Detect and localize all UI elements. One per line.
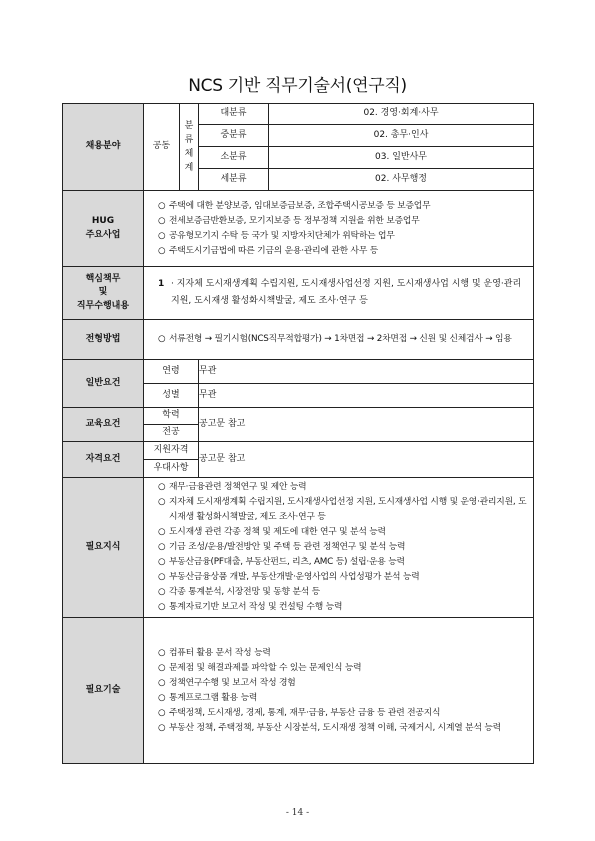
- classification-system-char: 류: [184, 135, 194, 145]
- hug-business-item-text: 공유형모기지 수탁 등 국가 및 지방자치단체가 위탁하는 업무: [169, 230, 395, 241]
- age-value: 무관: [199, 360, 534, 384]
- bullet: ○: [158, 497, 166, 507]
- duty-number: 1: [158, 279, 165, 289]
- gender-label: 성별: [144, 384, 199, 408]
- hug-business-header: HUG 주요사업: [63, 191, 144, 267]
- hug-business-item: [158, 214, 527, 229]
- skill-item: [158, 661, 527, 676]
- bullet: ○: [158, 602, 166, 612]
- classification-system-label: [180, 104, 199, 191]
- bullet: ○: [158, 230, 166, 241]
- skill-item-text: 부동산 정책, 주택정책, 부동산 시장분석, 도시재생 정책 이해, 국제거시, 시계열 분석 능력: [169, 722, 501, 733]
- hug-business-item: [158, 229, 527, 244]
- duty-text: · 지자체 도시재생계획 수립지원, 도시재생사업선정 지원, 도시재생사업 시행 및 운영·관리지원, 도시재생 활성화시책발굴, 제도 조사·연구 등: [171, 279, 522, 306]
- classification-system-char: 분: [184, 121, 194, 131]
- bullet: ○: [158, 334, 166, 344]
- skill-item-text: 주택정책, 도시재생, 경제, 통계, 재무·금융, 부동산 금융 등 관련 전공지식: [169, 707, 441, 718]
- bullet: ○: [158, 542, 166, 552]
- selection-method-text: 서류전형 → 필기시험(NCS직무적합평가) → 1차면접 → 2차면접 → 신원 및 신체검사 → 임용: [169, 334, 512, 344]
- document-title: NCS 기반 직무기술서(연구직): [188, 76, 407, 96]
- bullet: ○: [158, 722, 166, 733]
- skill-item-text: 통계프로그램 활용 능력: [169, 692, 258, 703]
- academic-background-label: 학력: [144, 408, 199, 425]
- hug-business-item-text: 전세보증금반환보증, 모기지보증 등 정부정책 지원을 위한 보증업무: [169, 215, 420, 226]
- required-knowledge-list: [144, 478, 534, 618]
- bullet: ○: [158, 572, 166, 582]
- major-category-label: 대분류: [199, 104, 269, 125]
- bullet: ○: [158, 245, 166, 256]
- major-category-value: 02. 경영·회계·사무: [269, 104, 534, 125]
- required-knowledge-header: 필요지식: [63, 478, 144, 618]
- recruitment-field-value: 공동: [144, 104, 180, 191]
- bullet: ○: [158, 692, 166, 703]
- sub-category-value: 02. 사무행정: [269, 169, 534, 191]
- selection-method-header: 전형방법: [63, 320, 144, 360]
- knowledge-item-text: 지자체 도시재생계획 수립지원, 도시재생사업선정 지원, 도시재생사업 시행 및 운영·관리지원, 도시재생 활성화시책발굴, 제도 조사·연구 등: [169, 497, 527, 522]
- knowledge-item: [158, 480, 527, 495]
- hug-business-item-text: 주택에 대한 분양보증, 임대보증금보증, 조합주택시공보증 등 보증업무: [169, 200, 431, 211]
- classification-system-char: 체: [184, 149, 194, 159]
- age-label: 연령: [144, 360, 199, 384]
- minor-category-value: 03. 일반사무: [269, 147, 534, 169]
- skill-item-text: 정책연구수행 및 보고서 작성 경험: [169, 677, 296, 688]
- knowledge-item-text: 각종 통계분석, 시장전망 및 동향 분석 등: [169, 587, 320, 597]
- knowledge-item: [158, 540, 527, 555]
- bullet: ○: [158, 662, 166, 673]
- bullet: ○: [158, 677, 166, 688]
- page-number: - 14 -: [285, 808, 310, 818]
- bullet: ○: [158, 647, 166, 658]
- skill-item: [158, 721, 527, 736]
- knowledge-item-text: 기금 조성/운용/발전방안 및 주택 등 관련 정책연구 및 분석 능력: [169, 542, 406, 552]
- knowledge-item: [158, 585, 527, 600]
- knowledge-item-text: 부동산금융상품 개발, 부동산개발·운영사업의 사업성평가 분석 능력: [169, 572, 420, 582]
- knowledge-item: [158, 525, 527, 540]
- hug-business-list: [144, 191, 534, 267]
- skill-item: [158, 706, 527, 721]
- bullet: ○: [158, 215, 166, 226]
- knowledge-item-text: 부동산금융(PF대출, 부동산펀드, 리츠, AMC 등) 설립·운용 능력: [169, 557, 405, 567]
- hug-business-item: [158, 244, 527, 259]
- knowledge-item: [158, 495, 527, 525]
- knowledge-item-text: 도시재생 관련 각종 정책 및 제도에 대한 연구 및 분석 능력: [169, 527, 386, 537]
- knowledge-item: [158, 600, 527, 615]
- required-skills-list: [144, 618, 534, 764]
- classification-system-char: 계: [184, 163, 194, 173]
- bullet: ○: [158, 557, 166, 567]
- qualification-requirements-value: 공고문 참고: [199, 442, 534, 478]
- required-skills-header: 필요기술: [63, 618, 144, 764]
- bullet: ○: [158, 482, 166, 492]
- bullet: ○: [158, 527, 166, 537]
- education-requirements-header: 교육요건: [63, 408, 144, 442]
- core-duty-header: 핵심책무 및 직무수행내용: [63, 267, 144, 320]
- bullet: ○: [158, 200, 166, 211]
- bullet: ○: [158, 587, 166, 597]
- middle-category-label: 중분류: [199, 125, 269, 147]
- knowledge-item-text: 통계자료기반 보고서 작성 및 컨설팅 수행 능력: [169, 602, 343, 612]
- hug-business-item: [158, 199, 527, 214]
- middle-category-value: 02. 총무·인사: [269, 125, 534, 147]
- job-description-table: [62, 103, 534, 764]
- recruitment-field-header: 채용분야: [63, 104, 144, 191]
- sub-category-label: 세분류: [199, 169, 269, 191]
- major-label: 전공: [144, 425, 199, 442]
- preferred-qualifications-label: 우대사항: [144, 460, 199, 478]
- minor-category-label: 소분류: [199, 147, 269, 169]
- eligibility-label: 지원자격: [144, 442, 199, 460]
- skill-item-text: 컴퓨터 활용 문서 작성 능력: [169, 647, 271, 658]
- skill-item-text: 문제점 및 해결과제를 파악할 수 있는 문제인식 능력: [169, 662, 362, 673]
- skill-item: [158, 676, 527, 691]
- knowledge-item: [158, 555, 527, 570]
- selection-method-content: [144, 320, 534, 360]
- knowledge-item: [158, 570, 527, 585]
- education-requirements-value: 공고문 참고: [199, 408, 534, 442]
- bullet: ○: [158, 707, 166, 718]
- general-requirements-header: 일반요건: [63, 360, 144, 408]
- knowledge-item-text: 재무·금융관련 정책연구 및 제안 능력: [169, 482, 307, 492]
- skill-item: [158, 646, 527, 661]
- qualification-requirements-header: 자격요건: [63, 442, 144, 478]
- hug-business-item-text: 주택도시기금법에 따른 기금의 운용·관리에 관한 사무 등: [169, 245, 379, 256]
- skill-item: [158, 691, 527, 706]
- gender-value: 무관: [199, 384, 534, 408]
- core-duty-content: [144, 267, 534, 320]
